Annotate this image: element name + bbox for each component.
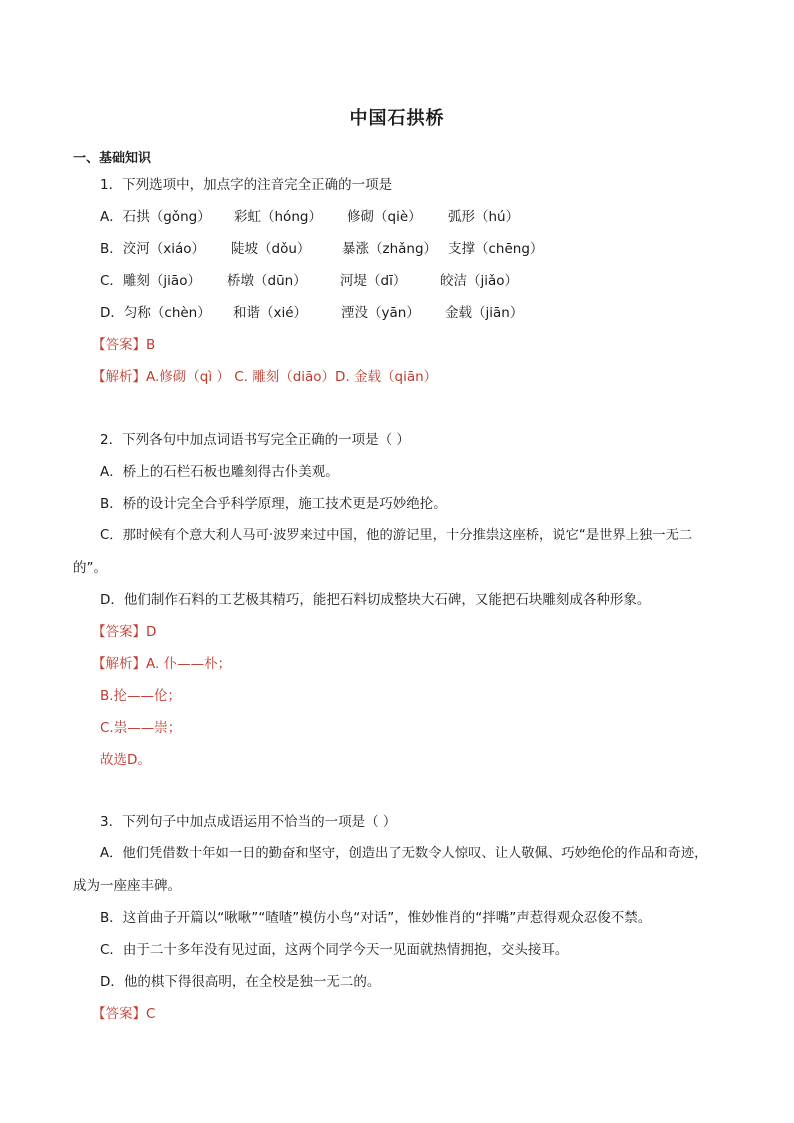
q1-a-4: 弧形（hú） (448, 209, 520, 225)
answer-tag: 【答案】 (92, 337, 146, 353)
q2-option-a: A．桥上的石栏石板也雕刻得古仆美观。 (100, 464, 339, 480)
q1-stem: 1．下列选项中，加点字的注音完全正确的一项是 (100, 177, 393, 193)
answer-value: D (146, 624, 157, 640)
q1-c-1: C．雕刻（jiāo） (100, 273, 201, 289)
page-title: 中国石拱桥 (349, 108, 445, 129)
q1-d-2: 和谐（xié） (233, 305, 308, 321)
answer-value: C (146, 1006, 156, 1022)
q2-option-d: D．他们制作石料的工艺极其精巧，能把石料切成整块大石碑，又能把石块雕刻成各种形象。 (100, 592, 651, 608)
q1-a-1: A．石拱（gǒng） (100, 209, 211, 225)
q1-c-4: 皎洁（jiǎo） (440, 273, 519, 289)
section-heading: 一、基础知识 (73, 151, 152, 166)
answer-value: B (146, 337, 156, 353)
q3-option-d: D．他的棋下得很高明，在全校是独一无二的。 (100, 974, 381, 990)
analysis-tag: 【解析】 (92, 656, 146, 672)
q2-stem: 2．下列各句中加点词语书写完全正确的一项是（ ） (100, 432, 410, 448)
q1-b-2: 陡坡（dǒu） (231, 241, 311, 257)
q3-option-a: A．他们凭借数十年如一日的勤奋和坚守，创造出了无数令人惊叹、让人敬佩、巧妙绝伦的作品和奇迹， (100, 846, 708, 861)
answer-tag: 【答案】 (92, 1006, 146, 1022)
q3-option-c: C．由于二十多年没有见过面，这两个同学今天一见面就热情拥抱，交头接耳。 (100, 942, 569, 958)
q2-analysis-line-3: C.祟——崇； (100, 720, 182, 736)
q3-option-a-wrap: 成为一座座丰碑。 (73, 878, 181, 894)
q2-option-c: C．那时候有个意大利人马可·波罗来过中国，他的游记里，十分推祟这座桥，说它“是世界上独一无二 (100, 528, 693, 543)
q1-a-3: 修砌（qiè） (347, 209, 422, 225)
q2-analysis-line-4: 故选D。 (100, 752, 151, 768)
q1-a-2: 彩虹（hóng） (234, 209, 322, 225)
q1-b-4: 支撑（chēng） (448, 241, 544, 257)
q2-analysis-line-2: B.抡——伦； (100, 688, 182, 704)
q3-answer (92, 1004, 155, 1024)
q2-option-b: B．桥的设计完全合乎科学原理，施工技术更是巧妙绝抡。 (100, 496, 447, 512)
q3-option-b: B．这首曲子开篇以“啾啾”“喳喳”模仿小鸟“对话”，惟妙惟肖的“拌嘴”声惹得观众忍俊不禁。 (100, 910, 652, 926)
q1-b-3: 暴涨（zhǎng） (342, 241, 438, 257)
answer-tag: 【答案】 (92, 624, 146, 640)
analysis-text: A. 仆——朴； (146, 656, 232, 672)
analysis-tag: 【解析】 (92, 369, 146, 385)
analysis-text: A.修砌（qì ） C. 雕刻（diāo）D. 金载（qiān） (146, 369, 438, 385)
q3-stem: 3．下列句子中加点成语运用不恰当的一项是（ ） (100, 814, 397, 830)
q1-c-3: 河堤（dī） (340, 273, 407, 289)
q1-d-1: D．匀称（chèn） (100, 305, 211, 321)
q2-answer (92, 622, 156, 642)
q1-d-4: 金载（jiān） (445, 305, 524, 321)
q1-analysis (92, 367, 437, 387)
q2-analysis (92, 654, 231, 674)
q1-answer (92, 335, 155, 355)
q1-b-1: B．洨河（xiáo） (100, 241, 206, 257)
q1-c-2: 桥墩（dūn） (227, 273, 307, 289)
q1-d-3: 湮没（yān） (341, 305, 420, 321)
q2-option-c-wrap: 的”。 (73, 560, 107, 576)
